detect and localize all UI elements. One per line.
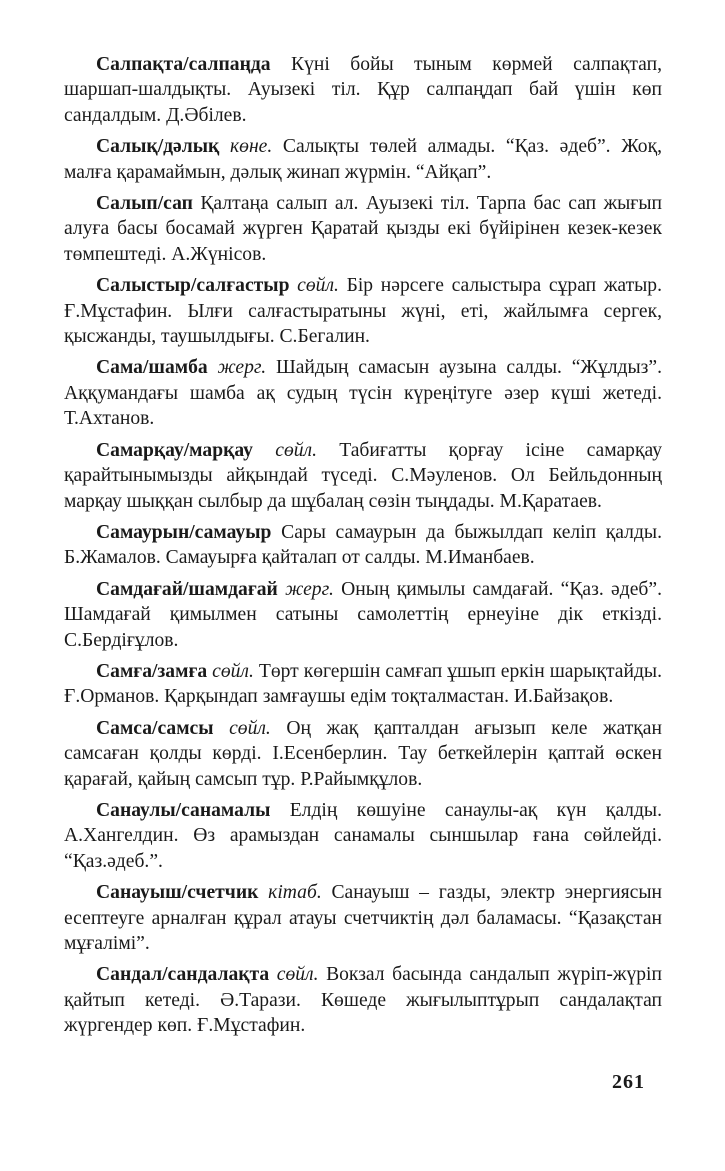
dictionary-entry bbox=[64, 52, 662, 128]
entry-text: Бір нәрсеге салыстыра сұрап жатыр. Ғ.Мұстафин. Ылғи салғастыратыны жүні, еті, жайлымға сергек, қысжанды, таушылдығы. С.Бегалин. bbox=[64, 275, 662, 348]
page-number: 261 bbox=[612, 1071, 645, 1093]
entry-label: жерг. bbox=[207, 357, 267, 379]
entry-headword: Салып/сап bbox=[96, 193, 193, 215]
entry-headword: Сама/шамба bbox=[96, 357, 208, 379]
entry-headword: Салпақта/салпаңда bbox=[96, 54, 271, 75]
entry-label: сөйл. bbox=[289, 275, 339, 297]
entry-label: сөйл. bbox=[269, 964, 319, 986]
dictionary-entry bbox=[64, 962, 662, 1038]
dictionary-entry bbox=[64, 273, 662, 349]
entry-headword: Салық/дәлық bbox=[96, 136, 220, 158]
dictionary-entry bbox=[64, 798, 662, 874]
entry-headword: Санауыш/счетчик bbox=[96, 882, 259, 904]
dictionary-entry bbox=[64, 355, 662, 431]
entry-text: Вокзал басында сандалып жүріп-жүріп қайтып кетеді. Ә.Тарази. Көшеде жығылыптұрып сандалақтап жүргендер көп. Ғ.Мұстафин. bbox=[64, 964, 662, 1037]
entry-label: сөйл. bbox=[213, 717, 271, 739]
entry-label: сөйл. bbox=[252, 439, 317, 461]
entry-text: Күні бойы тыным көрмей салпақтап, шаршап-шалдықты. Ауызекі тіл. Құр салпаңдап бай үшін көп сандалдым. Д.Әбілев. bbox=[64, 54, 662, 126]
dictionary-entry bbox=[64, 191, 662, 267]
dictionary-entry bbox=[64, 659, 662, 710]
entry-text: Табиғатты қорғау ісіне самарқау қарайтынымызды айқындай түседі. С.Мәуленов. Ол Бейльдонның марқау шыққан сылбыр да шұбалаң сөзін тыңдады. М.Қаратаев. bbox=[64, 439, 662, 512]
dictionary-entry bbox=[64, 438, 662, 514]
dictionary-entry bbox=[64, 577, 662, 653]
dictionary-entry bbox=[64, 880, 662, 956]
entry-text: Төрт көгершін самғап ұшып еркін шарықтайды. Ғ.Орманов. Қарқындап замғаушы едім тоқталмастан. И.Байзақов. bbox=[64, 660, 662, 708]
entry-text: Сары самаурын да быжылдап келіп қалды. Б.Жамалов. Самауырға қайталап от салды. М.Иманбаев. bbox=[64, 521, 662, 569]
entry-label: көне. bbox=[219, 136, 273, 158]
entry-text: Санауыш – газды, электр энергиясын есептеуге арналған құрал атауы счетчиктің дәл баламасы. “Қазақстан мұғалімі”. bbox=[64, 882, 662, 954]
entry-label: жерг. bbox=[277, 578, 334, 600]
entry-headword: Самса/самсы bbox=[96, 717, 214, 739]
entry-headword: Санаулы/санамалы bbox=[96, 799, 271, 821]
entry-text: Шайдың самасын аузына салды. “Жұлдыз”. Аққумандағы шамба ақ судың түсін күреңітуге әзер күші жетеді. Т.Ахтанов. bbox=[64, 357, 662, 430]
entry-label: кітаб. bbox=[258, 882, 322, 904]
dictionary-entry bbox=[64, 134, 662, 185]
entry-text: Елдің көшуіне санаулы-ақ күн қалды. А.Хангелдин. Өз арамыздан санамалы сыншылар ғана сөйлейді. “Қаз.әдеб.”. bbox=[64, 799, 662, 872]
entry-text: Оң жақ қапталдан ағызып келе жатқан самсаған қолды көрді. І.Есенберлин. Тау беткейлерін қаптай өскен қарағай, қайың самсып тұр. Р.Райымқұлов. bbox=[64, 717, 662, 790]
entry-text: Оның қимылы самдағай. “Қаз. әдеб”. Шамдағай қимылмен сатыны самолеттің ернеуіне дік еткізді. С.Бердіғұлов. bbox=[64, 578, 662, 651]
entry-headword: Самға/замға bbox=[96, 660, 208, 682]
entry-text: Қалтаңа салып ал. Ауызекі тіл. Тарпа бас сап жығып алуға басы босамай жүрген Қаратай қызды екі бүйірінен кезек-кезек төмпештеді. А.Жүнісов. bbox=[64, 193, 662, 265]
entry-headword: Самарқау/марқау bbox=[96, 439, 253, 461]
entries-list bbox=[64, 52, 662, 1045]
entry-headword: Сандал/сандалақта bbox=[96, 964, 270, 986]
entry-headword: Салыстыр/салғастыр bbox=[96, 275, 290, 297]
dictionary-entry bbox=[64, 520, 662, 571]
entry-text: Салықты төлей алмады. “Қаз. әдеб”. Жоқ, малға қарамаймын, дәлық жинап жүрмін. “Айқап”. bbox=[64, 136, 662, 183]
entry-headword: Самдағай/шамдағай bbox=[96, 578, 278, 600]
entry-label: сөйл. bbox=[207, 660, 254, 682]
entry-headword: Самаурын/самауыр bbox=[96, 521, 272, 543]
dictionary-entry bbox=[64, 716, 662, 792]
